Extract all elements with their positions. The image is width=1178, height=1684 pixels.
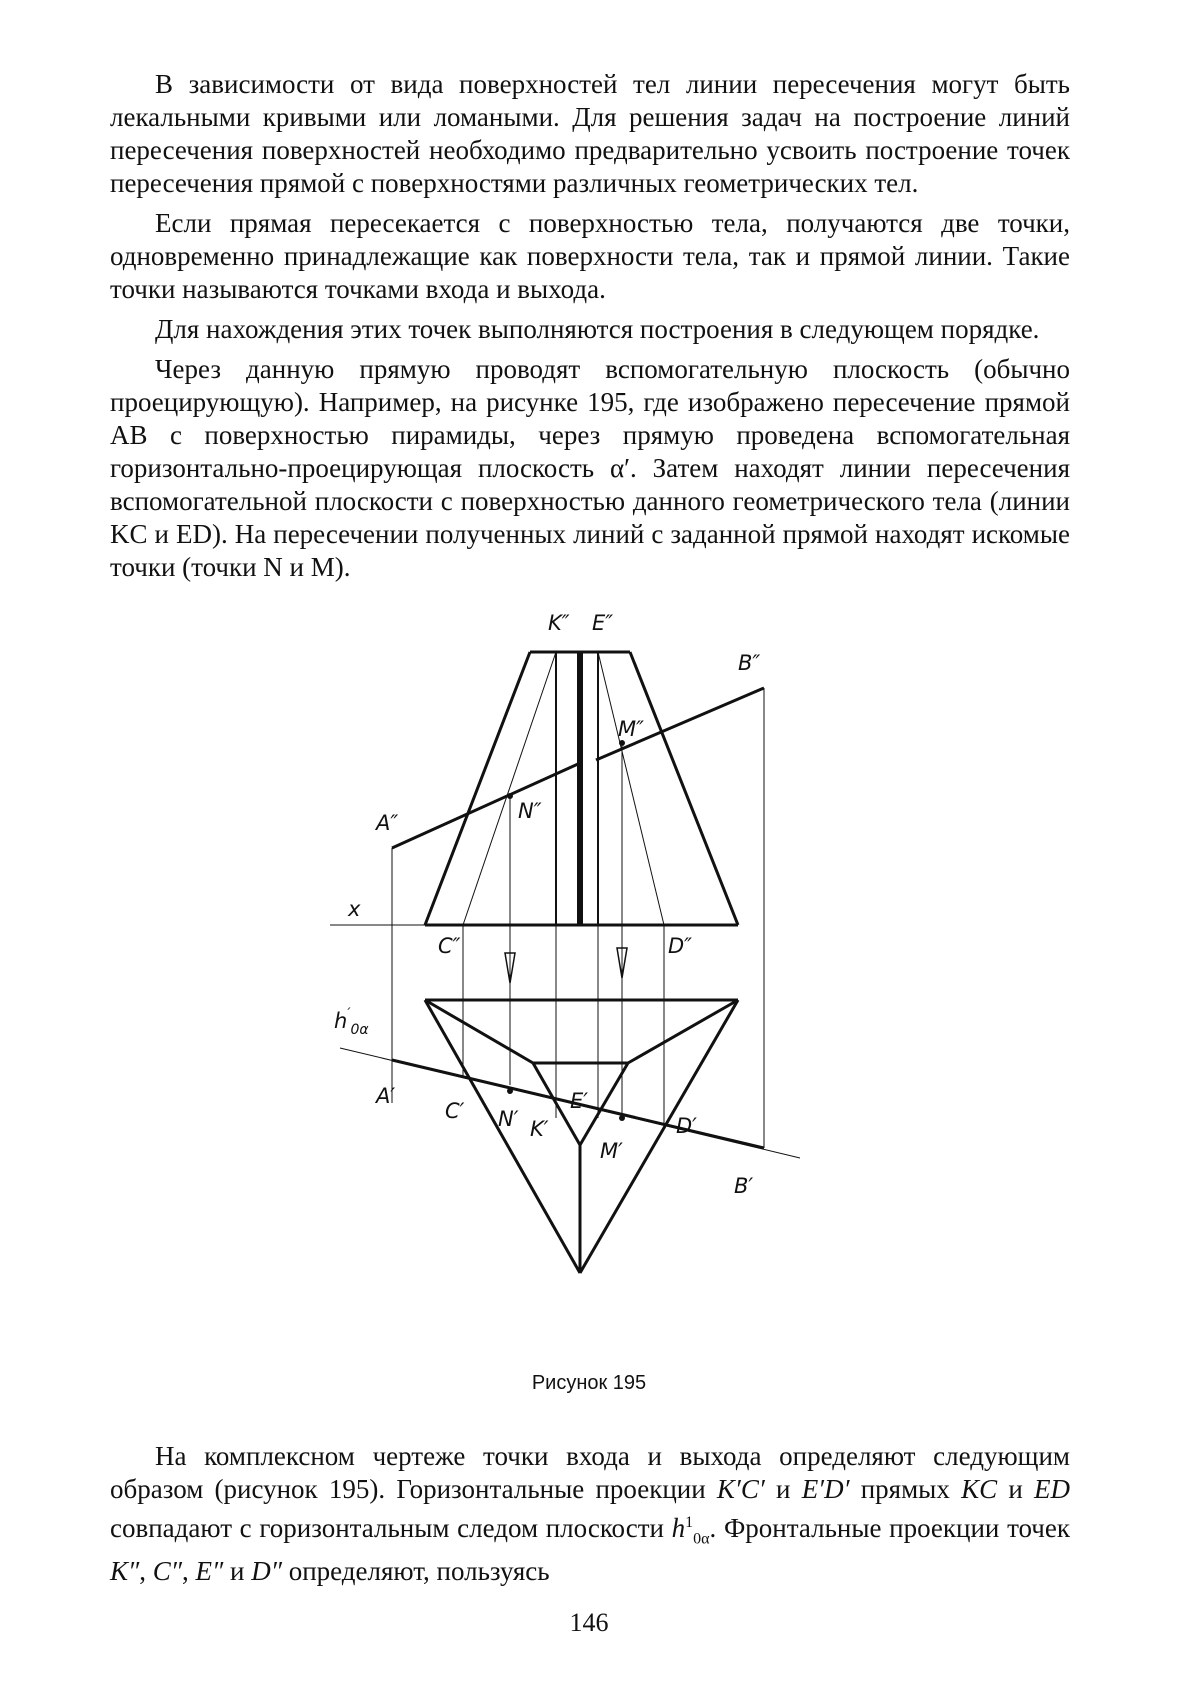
paragraph-3: Для нахождения этих точек выполняются построения в следующем порядке. <box>155 314 1040 344</box>
label-n2: N″ <box>518 799 542 823</box>
formula-ed: ED <box>1034 1474 1071 1504</box>
text-run: , <box>182 1556 196 1587</box>
label-h-sub: 0α <box>350 1022 369 1038</box>
formula-h: h <box>671 1513 686 1543</box>
label-h-prime: ′ <box>347 1006 351 1022</box>
text-run: . Фронтальные проекции точек <box>709 1513 1070 1543</box>
text-run: На комплексном чертеже точки входа и выхода определяют следующим образом (рисунок 195). Горизонтальные проекции <box>110 1441 1070 1504</box>
label-e1: E′ <box>570 1089 589 1113</box>
formula-c2: C″ <box>152 1556 183 1587</box>
label-d2: D″ <box>668 934 693 958</box>
paragraph-5 <box>110 1440 1070 1588</box>
formula-kc1: K′C′ <box>716 1474 765 1504</box>
label-x: x <box>348 897 361 921</box>
label-c2: C″ <box>438 934 461 958</box>
page-number: 146 <box>569 1608 609 1637</box>
label-h-main: h <box>334 1009 348 1033</box>
label-n1: N′ <box>498 1107 519 1131</box>
text-run: определяют, пользуясь <box>281 1556 550 1587</box>
label-e2: E″ <box>592 611 614 635</box>
text-run: , <box>139 1556 153 1587</box>
orthographic-drawing <box>330 611 830 1388</box>
figure-caption: Рисунок 195 <box>531 1372 647 1394</box>
formula-h-sub: 0α <box>693 1530 710 1548</box>
text-run: совпадают с горизонтальным следом плоскости <box>110 1513 672 1543</box>
label-d1: D′ <box>676 1114 697 1138</box>
label-a1: A′ <box>376 1084 396 1108</box>
formula-e2: E″ <box>195 1556 224 1587</box>
body-text-bottom <box>110 1440 1070 1588</box>
label-b2: B″ <box>738 651 761 675</box>
label-k2: K″ <box>548 611 570 635</box>
formula-ed1: E′D′ <box>801 1474 850 1504</box>
figure-195 <box>330 611 830 1388</box>
text-run: прямых <box>849 1474 962 1504</box>
label-h0a <box>334 1006 369 1038</box>
label-m2: M″ <box>618 717 644 741</box>
text-run: и <box>764 1474 802 1504</box>
paragraph-4: Через данную прямую проводят вспомогательную плоскость (обычно проецирующую). Например, на рисунке 195, где изображено пересечение прямой AB с поверхностью пирамиды, через прямую проведена вспомогательная горизонтально-проецирующая плоскость α′. Затем находят линии пересечения вспомогательной плоскости с поверхностью данного геометрического тела (линии KC и ED). На пересечении полученных линий с заданной прямой находят искомые точки (точки N и M). <box>110 354 1070 582</box>
text-run: и <box>997 1474 1035 1504</box>
label-b1: B′ <box>734 1174 754 1198</box>
label-k1: K′ <box>530 1117 549 1141</box>
label-m1: M′ <box>600 1139 623 1163</box>
label-c1: C′ <box>445 1099 465 1123</box>
paragraph-2: Если прямая пересекается с поверхностью тела, получаются две точки, одновременно принадлежащие как поверхности тела, так и прямой линии. Такие точки называются точками входа и выхода. <box>110 208 1070 304</box>
formula-d2: D″ <box>251 1556 282 1587</box>
formula-kc: KC <box>961 1474 998 1504</box>
formula-h-sup: 1 <box>685 1514 694 1531</box>
body-text-top <box>110 68 1070 584</box>
formula-k2: K″ <box>110 1556 140 1587</box>
label-a2: A″ <box>376 811 399 835</box>
text-run: и <box>223 1556 252 1587</box>
paragraph-1: В зависимости от вида поверхностей тел линии пересечения могут быть лекальными кривыми или ломаными. Для решения задач на построение линий пересечения поверхностей необходимо предварительно усвоить построение точек пересечения прямой с поверхностями различных геометрических тел. <box>110 69 1070 198</box>
